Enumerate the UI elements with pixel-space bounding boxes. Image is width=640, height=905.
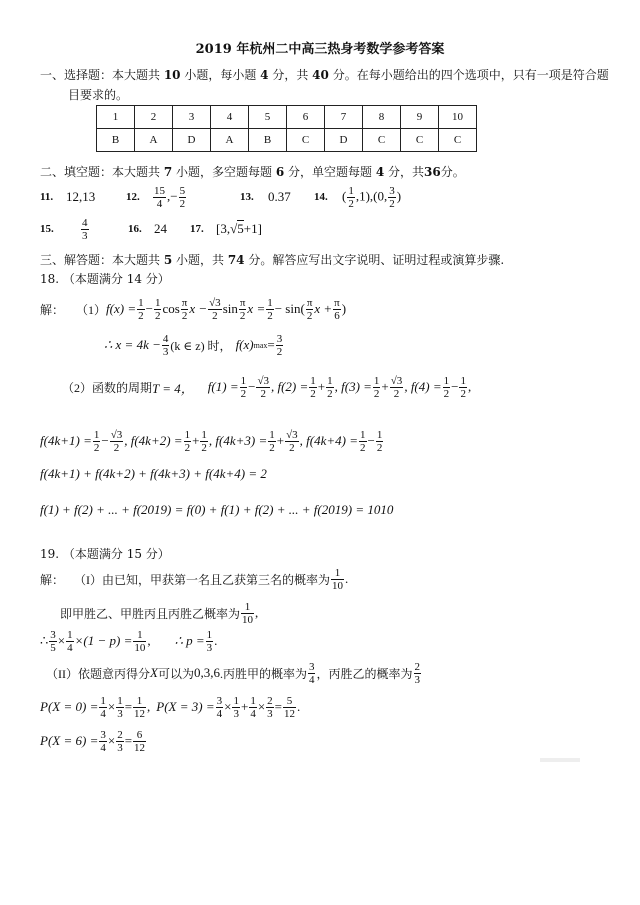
q19-line-5: P(X = 0) = $\frac{1}{4}$ × $\frac{1}{3}$ = $\frac{1}{12}$ , P(X = 3) = $\frac{3}{4}$ × $\frac{1}{3}$ + $\frac{1}{4}$ × $\frac{2}{3}$ = $\frac{5}{12}$ . (40, 694, 301, 720)
table-cell: 9 (401, 106, 439, 129)
table-cell: A (135, 129, 173, 152)
table-cell: B (97, 129, 135, 152)
table-row (97, 129, 477, 152)
section-1-intro-cont: 目要求的。 (68, 88, 129, 102)
q19-heading: 19. （本题满分 15 分） (40, 547, 170, 561)
section-2-intro: 二、填空题：本大题共 7 小题，多空题每题 6 分，单空题每题 4 分，共36分。 (40, 165, 465, 179)
table-row (97, 106, 477, 129)
table-cell: 1 (97, 106, 135, 129)
table-cell: 10 (439, 106, 477, 129)
table-cell: A (211, 129, 249, 152)
q19-line-1: 解： （I）由已知，甲获第一名且乙获第三名的概率为 $\frac{1}{10}$ . (40, 566, 349, 592)
table-cell: 3 (173, 106, 211, 129)
q18-line-5: f(4k+1) + f(4k+2) + f(4k+3) + f(4k+4) = 2 (40, 466, 267, 481)
section-3-intro: 三、解答题：本大题共 5 小题，共 74 分。解答应写出文字说明、证明过程或演算步骤. (40, 253, 505, 267)
table-cell: 4 (211, 106, 249, 129)
scan-smudge (540, 758, 580, 762)
q18-heading: 18. （本题满分 14 分） (40, 272, 170, 286)
q19-line-4: （II）依题意丙得分 X 可以为 0,3,6 .丙胜甲的概率为 $\frac{3}{4}$ ，丙胜乙的概率为 $\frac{2}{3}$ (46, 660, 420, 686)
table-cell: 2 (135, 106, 173, 129)
table-cell: D (173, 129, 211, 152)
table-cell: 7 (325, 106, 363, 129)
fill-row-1: 11. 12,13 12. $\frac{15}{4}$ ,− $\frac{5}{2}$ 13. 0.37 14. ( $\frac{1}{2}$ ,1),(0, $\frac{3}{2}$ ) (40, 184, 402, 210)
q19-line-6: P(X = 6) = $\frac{3}{4}$ × $\frac{2}{3}$ = $\frac{6}{12}$ (40, 728, 146, 754)
q18-line-3: （2）函数的周期 T = 4， f(1) = $\frac{1}{2}$ − $\frac{√3}{2}$ , f(2) = $\frac{1}{2}$ + $\frac{1}{2}$ , f(3) = $\frac{1}{2}$ + $\frac{√3}{2}$ , f(4) = $\frac{1}{2}$ − $\frac{1}{2}$ , (62, 374, 472, 400)
q18-line-2: ∴ x = 4k − $\frac{4}{3}$ (k ∈ z) 时， f(x) max = $\frac{3}{2}$ (104, 332, 283, 358)
section-1-intro: 一、选择题：本大题共 10 小题，每小题 4 分，共 40 分。在每小题给出的四个选项中，只有一项是符合题 (40, 68, 609, 82)
q18-line-1: 解： （1） f(x) = $\frac{1}{2}$ − $\frac{1}{2}$ cos $\frac{\pi}{2}$ x − $\frac{√3}{2}$ sin $\frac{\pi}{2}$ x = $\frac{1}{2}$ − sin( $\frac{\pi}{2}$ x + $\frac{\pi}{6}$ ) (40, 296, 347, 322)
table-cell: C (287, 129, 325, 152)
answer-table (96, 105, 477, 152)
table-cell: C (401, 129, 439, 152)
q19-line-3: ∴ $\frac{3}{5}$ × $\frac{1}{4}$ ×(1 − p) = $\frac{1}{10}$ , ∴ p = $\frac{1}{3}$ . (40, 628, 218, 654)
page-title: 2019 年杭州二中高三热身考数学参考答案 (195, 42, 445, 57)
table-cell: B (249, 129, 287, 152)
table-cell: C (439, 129, 477, 152)
table-cell: D (325, 129, 363, 152)
table-cell: 8 (363, 106, 401, 129)
q19-line-2: 即甲胜乙、甲胜丙且丙胜乙概率为 $\frac{1}{10}$ , (60, 600, 259, 626)
table-cell: 6 (287, 106, 325, 129)
table-cell: C (363, 129, 401, 152)
table-cell: 5 (249, 106, 287, 129)
q18-line-4: f(4k+1) = $\frac{1}{2}$ − $\frac{√3}{2}$ , f(4k+2) = $\frac{1}{2}$ + $\frac{1}{2}$ , f(4k+3) = $\frac{1}{2}$ + $\frac{√3}{2}$ , f(4k+4) = $\frac{1}{2}$ − $\frac{1}{2}$ (40, 428, 383, 454)
fill-row-2: 15. $\frac{4}{3}$ 16. 24 17. [3,√5+1] (40, 216, 262, 242)
q18-line-6: f(1) + f(2) + ... + f(2019) = f(0) + f(1) + f(2) + ... + f(2019) = 1010 (40, 502, 394, 517)
